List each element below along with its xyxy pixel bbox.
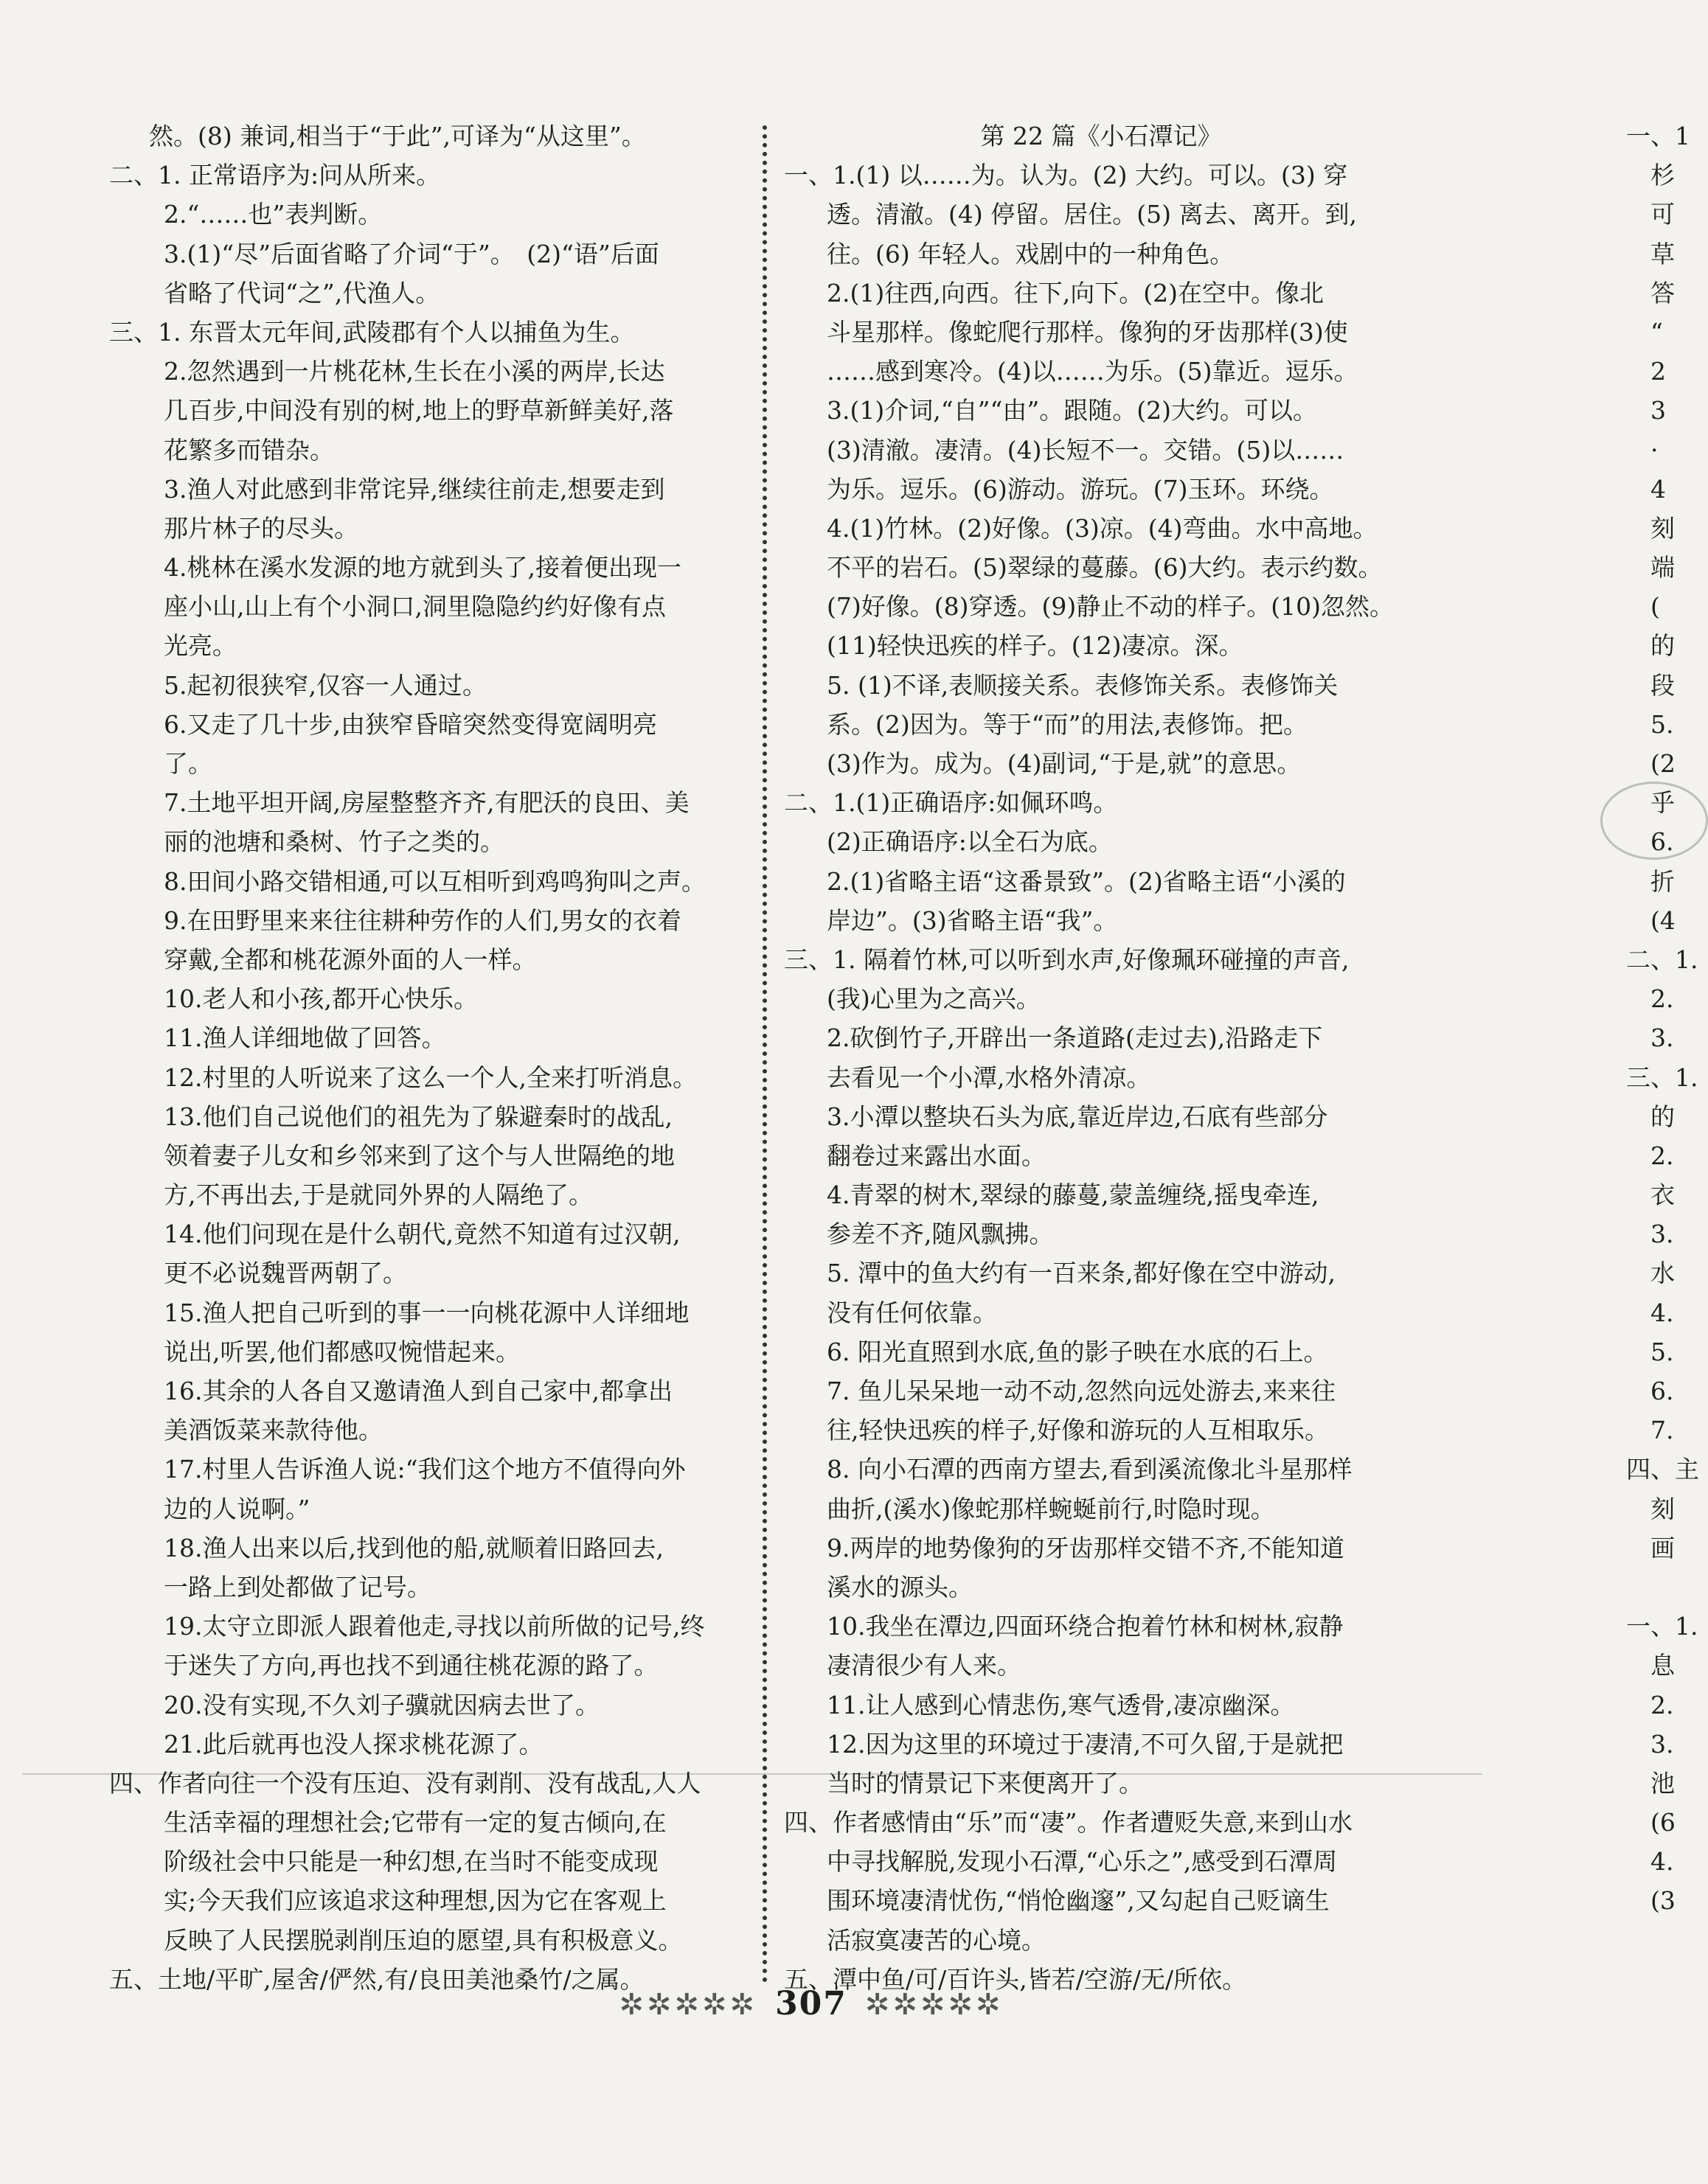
cropped-line xyxy=(1626,1568,1683,1607)
cropped-line: 可 xyxy=(1626,200,1675,229)
answer-line: 了。 xyxy=(164,749,212,778)
answer-line: 三、1. 隔着竹林,可以听到水声,好像珮环碰撞的声音, xyxy=(784,945,1350,974)
answer-line: 11.让人感到心情悲伤,寒气透骨,凄凉幽深。 xyxy=(827,1690,1295,1719)
answer-line: (3)作为。成为。(4)副词,“于是,就”的意思。 xyxy=(827,749,1302,778)
answer-line: 座小山,山上有个小洞口,洞里隐隐约约好像有点 xyxy=(164,592,666,622)
answer-line: 19.太守立即派人跟着他走,寻找以前所做的记号,终 xyxy=(164,1612,705,1641)
answer-line: 五、土地/平旷,屋舍/俨然,有/良田美池桑竹/之属。 xyxy=(109,1964,645,1994)
answer-line: 2.砍倒竹子,开辟出一条道路(走过去),沿路走下 xyxy=(827,1023,1323,1053)
answer-line: 4.(1)竹林。(2)好像。(3)凉。(4)弯曲。水中高地。 xyxy=(827,513,1378,543)
answer-line: 围环境凄清忧伤,“悄怆幽邃”,又勾起自己贬谪生 xyxy=(827,1886,1330,1916)
cropped-line: 的 xyxy=(1626,1102,1675,1131)
answer-line: 7.土地平坦开阔,房屋整整齐齐,有肥沃的良田、美 xyxy=(164,788,690,818)
cropped-line: 端 xyxy=(1626,553,1675,582)
answer-line: 那片林子的尽头。 xyxy=(164,513,358,543)
cropped-line: 杉 xyxy=(1626,161,1675,190)
answer-line: 省略了代词“之”,代渔人。 xyxy=(164,278,440,307)
answer-line: 生活幸福的理想社会;它带有一定的复古倾向,在 xyxy=(164,1808,667,1837)
cropped-line: 息 xyxy=(1626,1651,1675,1680)
answer-line: 岸边”。(3)省略主语“我”。 xyxy=(827,905,1118,935)
middle-answer-lines xyxy=(784,156,1418,1999)
answer-line: 几百步,中间没有别的树,地上的野草新鲜美好,落 xyxy=(164,396,674,425)
answer-line: 系。(2)因为。等于“而”的用法,表修饰。把。 xyxy=(827,709,1308,739)
footer-decoration-right: ✲✲✲✲✲ xyxy=(864,1988,1004,2022)
cropped-line: 4. xyxy=(1626,1847,1674,1877)
page-footer xyxy=(546,1985,1077,2023)
cropped-line: 5. xyxy=(1626,709,1674,739)
cropped-line: (4 xyxy=(1626,905,1676,935)
cropped-line: 3. xyxy=(1626,1023,1674,1053)
answer-line: 12.村里的人听说来了这么一个人,全来打听消息。 xyxy=(164,1063,697,1092)
answer-line: 3.(1)介词,“自”“由”。跟随。(2)大约。可以。 xyxy=(827,396,1317,425)
cropped-line: 草 xyxy=(1626,239,1675,268)
answer-line: 5. (1)不译,表顺接关系。表修饰关系。表修饰关 xyxy=(827,670,1339,700)
answer-line: 7. 鱼儿呆呆地一动不动,忽然向远处游去,来来往 xyxy=(827,1377,1336,1405)
answer-line: 10.我坐在潭边,四面环绕合抱着竹林和树林,寂静 xyxy=(827,1612,1344,1641)
cropped-line: 2. xyxy=(1626,984,1674,1014)
answer-line: 更不必说魏晋两朝了。 xyxy=(164,1259,407,1288)
cropped-line: 2 xyxy=(1626,357,1666,386)
answer-line: 3.渔人对此感到非常诧异,继续往前走,想要走到 xyxy=(164,474,665,504)
answer-line: 2.(1)往西,向西。往下,向下。(2)在空中。像北 xyxy=(827,278,1324,307)
answer-line: 三、1. 东晋太元年间,武陵郡有个人以捕鱼为生。 xyxy=(109,317,635,347)
answer-line: 一路上到处都做了记号。 xyxy=(164,1572,431,1602)
answer-line: 16.其余的人各自又邀请渔人到自己家中,都拿出 xyxy=(164,1377,673,1405)
answer-line: 溪水的源头。 xyxy=(827,1572,973,1602)
answer-line: 边的人说啊。” xyxy=(164,1494,310,1523)
answer-line: (2)正确语序:以全石为底。 xyxy=(827,827,1113,857)
section-title: 第 22 篇《小石潭记》 xyxy=(980,122,1222,150)
column-divider xyxy=(763,125,767,1983)
answer-line: 15.渔人把自己听到的事一一向桃花源中人详细地 xyxy=(164,1298,690,1327)
answer-line: (我)心里为之高兴。 xyxy=(827,984,1041,1014)
cropped-line: 3. xyxy=(1626,1729,1674,1759)
answer-line: 往。(6) 年轻人。戏剧中的一种角色。 xyxy=(827,239,1235,268)
answer-line: 中寻找解脱,发现小石潭,“心乐之”,感受到石潭周 xyxy=(827,1847,1338,1877)
answer-line: 20.没有实现,不久刘子骥就因病去世了。 xyxy=(164,1690,600,1719)
answer-line: 参差不齐,随风飘拂。 xyxy=(827,1220,1054,1249)
answer-line: 6.又走了几十步,由狭窄昏暗突然变得宽阔明亮 xyxy=(164,709,657,739)
footer-decoration-left: ✲✲✲✲✲ xyxy=(619,1988,758,2022)
cropped-line: (3 xyxy=(1626,1886,1676,1916)
answer-line: 3.(1)“尽”后面省略了介词“于”。 (2)“语”后面 xyxy=(164,239,659,268)
answer-line: 9.两岸的地势像狗的牙齿那样交错不齐,不能知道 xyxy=(827,1533,1344,1562)
answer-line: 活寂寞凄苦的心境。 xyxy=(827,1925,1046,1955)
answer-line: 5. 潭中的鱼大约有一百来条,都好像在空中游动, xyxy=(827,1259,1336,1288)
answer-line: 往,轻快迅疾的样子,好像和游玩的人互相取乐。 xyxy=(827,1416,1329,1445)
cropped-line: 水 xyxy=(1626,1259,1675,1288)
answer-line: 四、作者向往一个没有压迫、没有剥削、没有战乱,人人 xyxy=(109,1768,701,1798)
cropped-line: 乎 xyxy=(1626,788,1675,818)
answer-line: 3.小潭以整块石头为底,靠近岸边,石底有些部分 xyxy=(827,1102,1328,1131)
answer-line: (11)轻快迅疾的样子。(12)凄凉。深。 xyxy=(827,631,1243,661)
answer-line: 2.“……也”表判断。 xyxy=(164,200,383,229)
answer-line: ……感到寒冷。(4)以……为乐。(5)靠近。逗乐。 xyxy=(827,357,1358,386)
answer-line: 曲折,(溪水)像蛇那样蜿蜒前行,时隐时现。 xyxy=(827,1494,1275,1523)
answer-line: 为乐。逗乐。(6)游动。游玩。(7)玉环。环绕。 xyxy=(827,474,1334,504)
answer-line: 10.老人和小孩,都开心快乐。 xyxy=(164,984,478,1014)
answer-line: 斗星那样。像蛇爬行那样。像狗的牙齿那样(3)使 xyxy=(827,317,1348,347)
answer-line: 美酒饭菜来款待他。 xyxy=(164,1416,383,1445)
cropped-line: 的 xyxy=(1626,631,1675,661)
left-answer-column xyxy=(109,116,745,1999)
cropped-line: 5. xyxy=(1626,1337,1674,1366)
answer-line: 4.桃林在溪水发源的地方就到头了,接着便出现一 xyxy=(164,553,681,582)
answer-line: 二、1. 正常语序为:问从所来。 xyxy=(109,161,441,190)
answer-line: 实;今天我们应该追求这种理想,因为它在客观上 xyxy=(164,1886,667,1916)
answer-line: 反映了人民摆脱剥削压迫的愿望,具有积极意义。 xyxy=(164,1925,683,1955)
answer-line: 然。(8) 兼词,相当于“于此”,可译为“从这里”。 xyxy=(149,122,646,150)
answer-line: 4.青翠的树木,翠绿的藤蔓,蒙盖缠绕,摇曳牵连, xyxy=(827,1180,1319,1210)
answer-line: 一、1.(1) 以……为。认为。(2) 大约。可以。(3) 穿 xyxy=(784,161,1348,190)
answer-line: (7)好像。(8)穿透。(9)静止不动的样子。(10)忽然。 xyxy=(827,592,1394,622)
cropped-line: 折 xyxy=(1626,866,1675,896)
answer-line: 穿戴,全都和桃花源外面的人一样。 xyxy=(164,945,537,974)
cropped-line: (6 xyxy=(1626,1808,1676,1837)
cropped-line: 4 xyxy=(1626,474,1666,504)
answer-line: 8. 向小石潭的西南方望去,看到溪流像北斗星那样 xyxy=(827,1455,1353,1484)
answer-line: 花繁多而错杂。 xyxy=(164,435,334,465)
answer-line: 领着妻子儿女和乡邻来到了这个与人世隔绝的地 xyxy=(164,1141,675,1170)
cropped-line: 三、1. xyxy=(1626,1063,1698,1092)
answer-line: 光亮。 xyxy=(164,631,237,661)
cropped-line: ( xyxy=(1626,592,1660,622)
cropped-line: 7. xyxy=(1626,1416,1674,1445)
answer-line: 说出,听罢,他们都感叹惋惜起来。 xyxy=(164,1337,520,1366)
cropped-line: 4. xyxy=(1626,1298,1674,1327)
answer-line: 9.在田野里来来往往耕种劳作的人们,男女的衣着 xyxy=(164,905,681,935)
cropped-line: “ xyxy=(1626,317,1663,347)
cropped-line: 3. xyxy=(1626,1220,1674,1249)
answer-line: 去看见一个小潭,水格外清凉。 xyxy=(827,1063,1151,1092)
cropped-line: 画 xyxy=(1626,1533,1675,1562)
cropped-line: 3 xyxy=(1626,396,1666,425)
page-number: 307 xyxy=(775,1985,847,2023)
answer-line: 2.忽然遇到一片桃花林,生长在小溪的两岸,长达 xyxy=(164,357,665,386)
answer-line: 于迷失了方向,再也找不到通往桃花源的路了。 xyxy=(164,1651,659,1680)
cropped-line: 段 xyxy=(1626,670,1675,700)
cropped-line: 2. xyxy=(1626,1690,1674,1719)
cropped-line: · xyxy=(1626,435,1659,465)
cropped-line: 衣 xyxy=(1626,1180,1675,1210)
answer-line: 当时的情景记下来便离开了。 xyxy=(827,1768,1143,1798)
answer-line: 四、作者感情由“乐”而“凄”。作者遭贬失意,来到山水 xyxy=(784,1808,1353,1837)
answer-line: 14.他们问现在是什么朝代,竟然不知道有过汉朝, xyxy=(164,1220,681,1249)
answer-line: 翻卷过来露出水面。 xyxy=(827,1141,1046,1170)
middle-answer-column xyxy=(784,116,1418,1999)
answer-line: 8.田间小路交错相通,可以互相听到鸡鸣狗叫之声。 xyxy=(164,866,706,896)
answer-line: (3)清澈。凄清。(4)长短不一。交错。(5)以…… xyxy=(827,435,1344,465)
answer-line: 五、潭中鱼/可/百许头,皆若/空游/无/所依。 xyxy=(784,1964,1247,1994)
answer-line: 6. 阳光直照到水底,鱼的影子映在水底的石上。 xyxy=(827,1337,1328,1366)
answer-line: 18.渔人出来以后,找到他的船,就顺着旧路回去, xyxy=(164,1533,664,1562)
answer-line: 方,不再出去,于是就同外界的人隔绝了。 xyxy=(164,1180,593,1210)
answer-line: 12.因为这里的环境过于凄清,不可久留,于是就把 xyxy=(827,1729,1344,1759)
cropped-line: 二、1. xyxy=(1626,945,1698,974)
cropped-line: 四、主 xyxy=(1626,1455,1699,1484)
cropped-line: 2. xyxy=(1626,1141,1674,1170)
answer-line: 没有任何依靠。 xyxy=(827,1298,997,1327)
cropped-line: 6. xyxy=(1626,827,1674,857)
right-cropped-column xyxy=(1626,116,1699,1921)
answer-line: 透。清澈。(4) 停留。居住。(5) 离去、离开。到, xyxy=(827,200,1357,229)
cropped-line: (2 xyxy=(1626,749,1676,778)
answer-line: 2.(1)省略主语“这番景致”。(2)省略主语“小溪的 xyxy=(827,866,1346,896)
cropped-line: 一、1 xyxy=(1626,122,1690,150)
answer-line: 5.起初很狭窄,仅容一人通过。 xyxy=(164,670,487,700)
cropped-line: 池 xyxy=(1626,1768,1675,1798)
cropped-line: 刻 xyxy=(1626,1494,1675,1523)
cropped-line: 刻 xyxy=(1626,513,1675,543)
answer-line: 二、1.(1)正确语序:如佩环鸣。 xyxy=(784,788,1118,818)
answer-line: 阶级社会中只能是一种幻想,在当时不能变成现 xyxy=(164,1847,659,1877)
answer-line: 不平的岩石。(5)翠绿的蔓藤。(6)大约。表示约数。 xyxy=(827,553,1383,582)
answer-line: 丽的池塘和桑树、竹子之类的。 xyxy=(164,827,504,857)
answer-line: 凄清很少有人来。 xyxy=(827,1651,1021,1680)
answer-line: 21.此后就再也没人探求桃花源了。 xyxy=(164,1729,544,1759)
cropped-line: 一、1. xyxy=(1626,1612,1698,1641)
answer-line: 17.村里人告诉渔人说:“我们这个地方不值得向外 xyxy=(164,1455,686,1484)
answer-line: 13.他们自己说他们的祖先为了躲避秦时的战乱, xyxy=(164,1102,673,1131)
answer-line: 11.渔人详细地做了回答。 xyxy=(164,1023,446,1053)
cropped-line: 6. xyxy=(1626,1377,1674,1405)
cropped-line: 答 xyxy=(1626,278,1675,307)
